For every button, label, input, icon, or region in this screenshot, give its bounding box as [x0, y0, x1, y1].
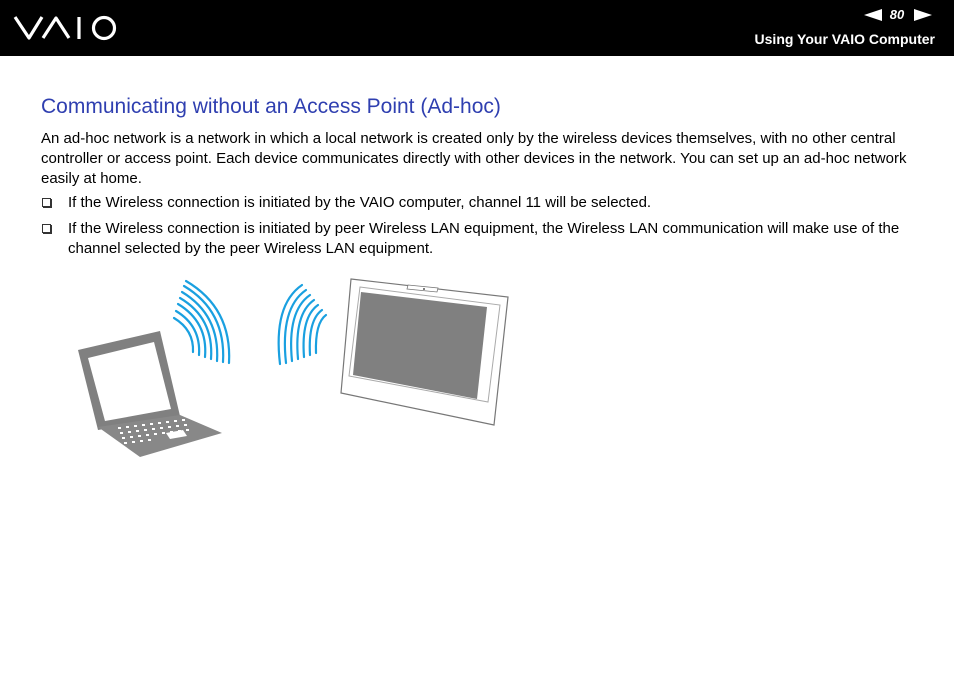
section-name: Using Your VAIO Computer	[754, 31, 935, 47]
wireless-signal-icon	[279, 285, 326, 364]
list-item	[41, 193, 921, 213]
wireless-signal-icon	[174, 281, 229, 363]
page-title: Communicating without an Access Point (Ad-hoc)	[41, 95, 501, 118]
checkbox-bullet-icon	[42, 198, 51, 207]
monitor-icon	[341, 279, 508, 425]
vaio-logo	[13, 14, 121, 42]
page-header	[0, 0, 954, 56]
previous-page-arrow-icon[interactable]	[864, 9, 882, 21]
next-page-arrow-icon[interactable]	[914, 9, 932, 21]
checkbox-bullet-icon	[42, 224, 51, 233]
adhoc-illustration	[70, 270, 520, 470]
laptop-icon	[78, 331, 222, 457]
page-number: 80	[889, 7, 905, 22]
list-item-text: If the Wireless connection is initiated by the VAIO computer, channel 11 will be selected.	[68, 194, 652, 211]
list-item-text: If the Wireless connection is initiated by peer Wireless LAN equipment, the Wireless LAN communication will make use of the channel selected by the peer Wireless LAN equipment.	[68, 220, 900, 257]
list-item	[41, 219, 921, 259]
intro-paragraph: An ad-hoc network is a network in which a local network is created only by the wireless devices themselves, with no other central controller or access point. Each device communicates directly with other devices in the network. You can set up an ad-hoc network easily at home.	[41, 130, 907, 187]
bullet-list	[41, 193, 921, 265]
